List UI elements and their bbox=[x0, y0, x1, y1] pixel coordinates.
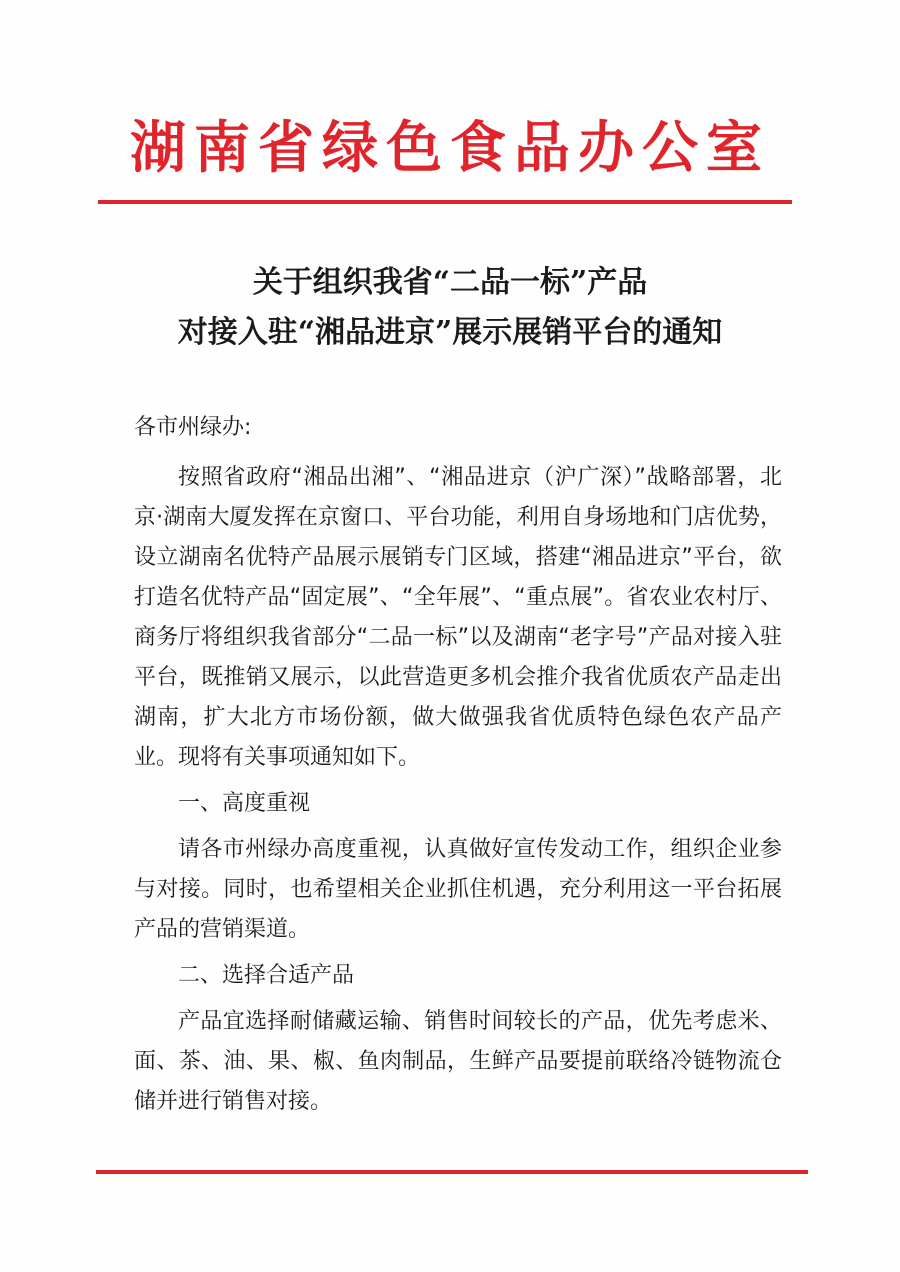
section-heading-1: 一、高度重视 bbox=[178, 791, 311, 816]
intro-paragraph: 按照省政府“湘品出湘”、“湘品进京（沪广深）”战略部署，北京·湖南大厦发挥在京窗口、平台功能，利用自身场地和门店优势，设立湖南名优特产品展示展销专门区域，搭建“湘品进京”平台，欲打造名优特产品“固定展”、“全年展”、“重点展”。省农业农村厅、商务厅将组织我省部分“二品一标”以及湖南“老字号”产品对接入驻平台，既推销又展示，以此营造更多机会推介我省优质农产品走出湖南，扩大北方市场份额，做大做强我省优质特色绿色农产品产业。现将有关事项通知如下。 bbox=[134, 465, 782, 770]
document-body bbox=[134, 408, 782, 1122]
section-paragraph-2: 产品宜选择耐储藏运输、销售时间较长的产品，优先考虑米、面、茶、油、果、椒、鱼肉制品，生鲜产品要提前联络冷链物流仓储并进行销售对接。 bbox=[134, 1009, 782, 1114]
letterhead-red-rule bbox=[98, 200, 792, 204]
section-heading-2: 二、选择合适产品 bbox=[178, 963, 355, 988]
document-title-line-2: 对接入驻“湘品进京”展示展销平台的通知 bbox=[177, 315, 723, 350]
document-title-line-1: 关于组织我省“二品一标”产品 bbox=[252, 265, 648, 300]
letterhead-title: 湖南省绿色食品办公室 bbox=[130, 115, 770, 181]
footer-red-rule bbox=[96, 1170, 808, 1174]
section-paragraph-1: 请各市州绿办高度重视，认真做好宣传发动工作，组织企业参与对接。同时，也希望相关企业抓住机遇，充分利用这一平台拓展产品的营销渠道。 bbox=[134, 837, 782, 942]
salutation: 各市州绿办: bbox=[134, 415, 252, 440]
